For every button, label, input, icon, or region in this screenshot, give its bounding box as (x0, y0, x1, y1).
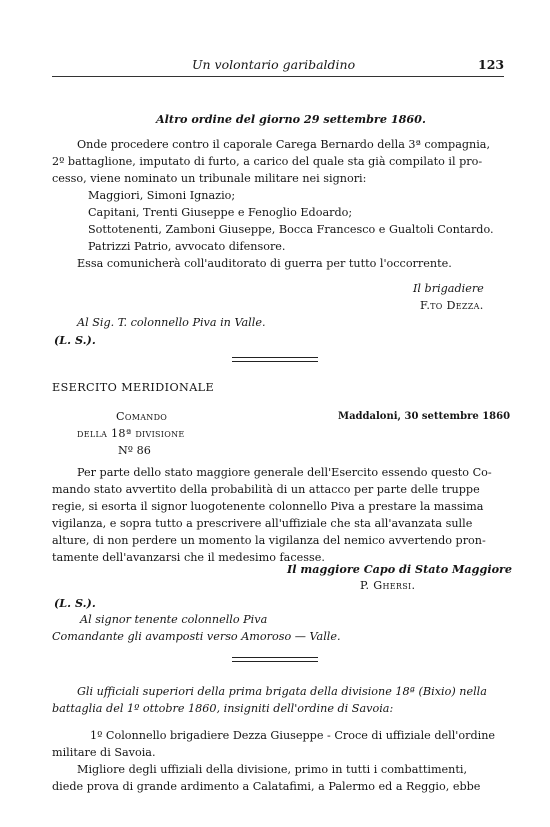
order-line: Onde procedere contro il caporale Carega Bernardo della 3ª compagnia, (77, 138, 491, 151)
order-title: Altro ordine del giorno 29 settembre 1860. (156, 112, 426, 126)
addressee: Al Sig. T. colonnello Piva in Valle. (77, 316, 266, 329)
order-line: Per parte dello stato maggiore generale dell'Esercito essendo questo Co- (77, 466, 492, 479)
order-line: Maggiori, Simoni Ignazio; (88, 189, 236, 202)
seal-mark: (L. S.). (54, 333, 96, 347)
command-line: Nº 86 (118, 444, 151, 457)
signature-name: F.to Dezza. (420, 299, 484, 312)
order-line: cesso, viene nominato un tribunale militare nei signori: (52, 172, 367, 185)
running-title: Un volontario garibaldino (192, 57, 356, 72)
section-divider (232, 657, 318, 662)
addressee: Al signor tenente colonnello Piva (80, 613, 268, 626)
signature-role: Il maggiore Capo di Stato Maggiore (287, 562, 513, 576)
signature-name: P. Ghersi. (360, 579, 416, 592)
header-rule (52, 76, 504, 77)
order-line: Patrizzi Patrio, avvocato difensore. (88, 240, 286, 253)
place-date: Maddaloni, 30 settembre 1860 (338, 411, 511, 422)
order-line: Sottotenenti, Zamboni Giuseppe, Bocca Francesco e Gualtoli Contardo. (88, 223, 494, 236)
command-line: della 18ª divisione (77, 427, 185, 440)
section-title: Gli ufficiali superiori della prima brigata della divisione 18ª (Bixio) nella (77, 685, 487, 698)
order-line: mando stato avvertito della probabilità di un attacco per parte delle truppe (52, 483, 480, 496)
order-line: Essa comunicherà coll'auditorato di guerra per tutto l'occorrente. (77, 257, 452, 270)
page-number: 123 (478, 57, 505, 72)
order-line: alture, di non perdere un momento la vigilanza del nemico avvertendo pron- (52, 534, 486, 547)
order-line: 2º battaglione, imputato di furto, a carico del quale sta già compilato il pro- (52, 155, 483, 168)
body-line: 1º Colonnello brigadiere Dezza Giuseppe - Croce di uffiziale dell'ordine (90, 729, 496, 742)
body-line: militare di Savoia. (52, 746, 156, 759)
order-line: regie, si esorta il signor luogotenente colonnello Piva a prestare la massima (52, 500, 484, 513)
signature-role: Il brigadiere (413, 282, 484, 295)
body-line: diede prova di grande ardimento a Calatafimi, a Palermo ed a Reggio, ebbe (52, 780, 481, 793)
army-heading: ESERCITO MERIDIONALE (52, 381, 215, 394)
command-line: Comando (116, 410, 168, 423)
section-divider (232, 357, 318, 362)
body-line: Migliore degli uffiziali della divisione, primo in tutti i combattimenti, (77, 763, 468, 776)
order-line: tamente dell'avanzarsi che il medesimo facesse. (52, 551, 325, 564)
order-line: Capitani, Trenti Giuseppe e Fenoglio Edoardo; (88, 206, 353, 219)
addressee: Comandante gli avamposti verso Amoroso — Valle. (52, 630, 341, 643)
order-line: vigilanza, e sopra tutto a prescrivere all'uffiziale che sta all'avanzata sulle (52, 517, 473, 530)
seal-mark: (L. S.). (54, 596, 96, 610)
section-title: battaglia del 1º ottobre 1860, insigniti dell'ordine di Savoia: (52, 702, 394, 715)
